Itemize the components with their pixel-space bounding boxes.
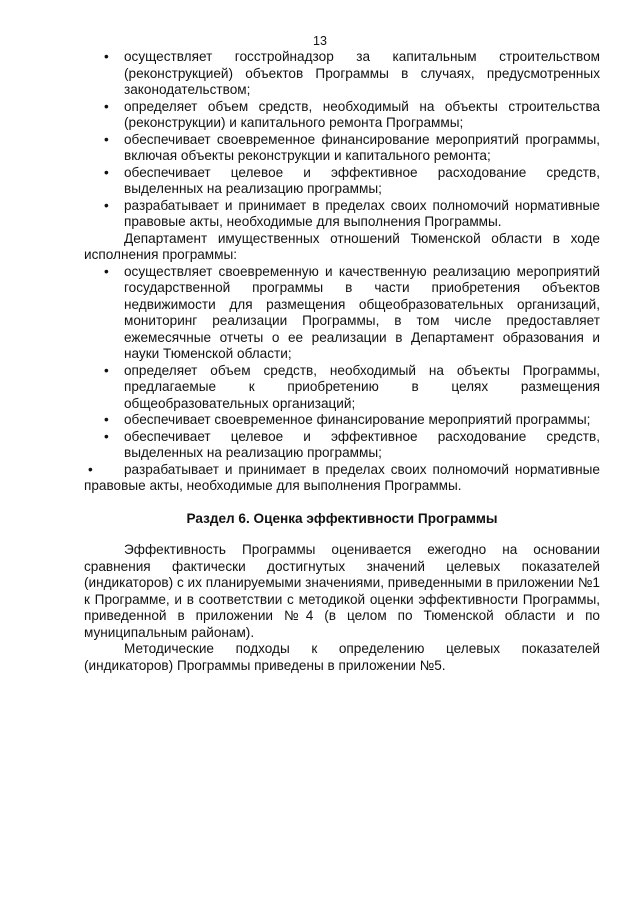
page-number: 13	[313, 34, 327, 48]
list-item: • обеспечивает своевременное финансирование мероприятий программы;	[104, 412, 591, 427]
list-item: • разрабатывает и принимает в пределах своих полномочий нормативные правовые акты, необходимые для выполнения Программы.	[104, 197, 600, 229]
list-responsibilities-1	[0, 49, 640, 231]
list-item: • обеспечивает целевое и эффективное расходование средств, выделенных на реализацию программы;	[104, 164, 600, 196]
bullet-icon: •	[104, 263, 109, 279]
bullet-icon: •	[104, 49, 109, 64]
list-responsibilities-2	[0, 264, 640, 495]
bullet-icon: •	[104, 362, 109, 378]
body-paragraph: Методические подходы к определению целевых показателей (индикаторов) Программы приведены в приложении №5.	[84, 641, 600, 673]
list-item: • определяет объем средств, необходимый на объекты Программы, предлагаемые к приобретению в целях размещения общеобразовательных организаций;	[104, 362, 600, 411]
list-item: • обеспечивает целевое и эффективное расходование средств, выделенных на реализацию программы;	[104, 428, 600, 460]
list-item: • осуществляет своевременную и качественную реализацию мероприятий государственной программы в части приобретения объектов недвижимости для размещения общеобразовательных организаций, мониторинг реализации Программы, в том числе предоставляет ежемесячные отчеты о ее реализации в Департамент образования и науки Тюменской области;	[104, 263, 600, 361]
list-item: • осуществляет госстройнадзор за капитальным строительством (реконструкцией) объектов Программы в случаях, предусмотренных законодательством;	[104, 49, 600, 97]
list-item: • определяет объем средств, необходимый на объекты строительства (реконструкции) и капитального ремонта Программы;	[104, 98, 600, 130]
bullet-icon: •	[104, 131, 109, 147]
page-content	[0, 49, 640, 674]
list-item: • разрабатывает и принимает в пределах своих полномочий нормативные правовые акты, необходимые для выполнения Программы.	[84, 461, 600, 493]
list-item: • обеспечивает своевременное финансирование мероприятий программы, включая объекты реконструкции и капитального ремонта;	[104, 131, 600, 163]
bullet-icon: •	[104, 98, 109, 114]
department-intro: Департамент имущественных отношений Тюменской области в ходе исполнения программы:	[84, 230, 600, 262]
body-paragraph: Эффективность Программы оценивается ежегодно на основании сравнения фактически достигнутых значений целевых показателей (индикаторов) с их планируемыми значениями, приведенными в приложении №1 к Программе, и в соответствии с методикой оценки эффективности Программы, приведенной в приложении №4 (в целом по Тюменской области и по муниципальным районам).	[84, 542, 600, 640]
bullet-icon: •	[104, 412, 109, 427]
bullet-icon: •	[88, 461, 93, 477]
bullet-icon: •	[104, 197, 109, 213]
bullet-icon: •	[104, 428, 109, 444]
section-title: Раздел 6. Оценка эффективности Программы	[186, 510, 498, 526]
bullet-icon: •	[104, 164, 109, 180]
